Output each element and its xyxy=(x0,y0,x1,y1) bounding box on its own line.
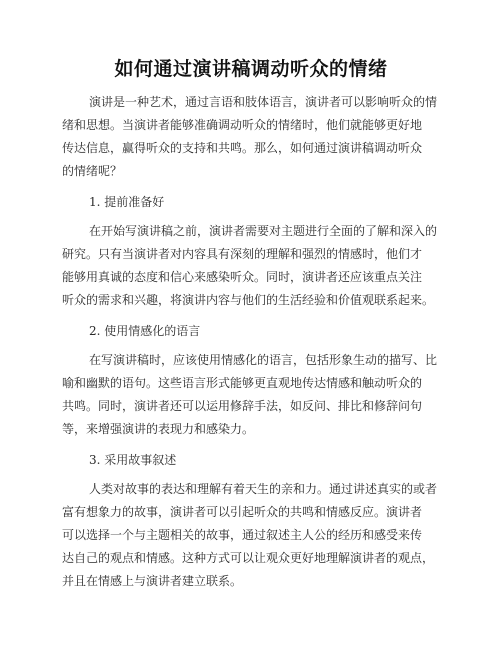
paragraph-line: 在写演讲稿时，应该使用情感化的语言，包括形象生动的描写、比 xyxy=(89,353,438,367)
paragraph-line: 共鸣。同时，演讲者还可以运用修辞手法，如反问、排比和修辞问句 xyxy=(62,399,423,413)
section-heading: 3. 采用故事叙述 xyxy=(89,453,177,467)
paragraph-line: 富有想象力的故事，演讲者可以引起听众的共鸣和情感反应。演讲者 xyxy=(62,505,423,519)
paragraph-line: 听众的需求和兴趣，将演讲内容与他们的生活经验和价值观联系起来。 xyxy=(62,293,435,307)
paragraph-line: 在开始写演讲稿之前，演讲者需要对主题进行全面的了解和深入的 xyxy=(89,224,438,238)
paragraph-line: 研究。只有当演讲者对内容具有深刻的理解和强烈的情感时，他们才 xyxy=(62,247,423,261)
paragraph-line: 达自己的观点和情感。这种方式可以让观众更好地理解演讲者的观点， xyxy=(62,551,435,565)
paragraph-line: 可以选择一个与主题相关的故事，通过叙述主人公的经历和感受来传 xyxy=(62,528,423,542)
paragraph-line: 等，来增强演讲的表现力和感染力。 xyxy=(62,422,255,436)
paragraph-line: 并且在情感上与演讲者建立联系。 xyxy=(62,574,243,588)
paragraph-line: 的情绪呢？ xyxy=(62,164,123,178)
section-heading: 1. 提前准备好 xyxy=(89,195,165,209)
paragraph-line: 绪和思想。当演讲者能够准确调动听众的情绪时，他们就能够更好地 xyxy=(62,118,423,132)
section-heading: 2. 使用情感化的语言 xyxy=(89,324,201,338)
paragraph-line: 喻和幽默的语句。这些语言形式能够更直观地传达情感和触动听众的 xyxy=(62,376,423,390)
paragraph-line: 能够用真诚的态度和信心来感染听众。同时，演讲者还应该重点关注 xyxy=(62,270,423,284)
paragraph-line: 演讲是一种艺术，通过言语和肢体语言，演讲者可以影响听众的情 xyxy=(89,95,438,109)
paragraph-line: 传达信息，赢得听众的支持和共鸣。那么，如何通过演讲稿调动听众 xyxy=(62,141,423,155)
document-title: 如何通过演讲稿调动听众的情绪 xyxy=(114,58,388,80)
paragraph-line: 人类对故事的表达和理解有着天生的亲和力。通过讲述真实的或者 xyxy=(89,482,438,496)
